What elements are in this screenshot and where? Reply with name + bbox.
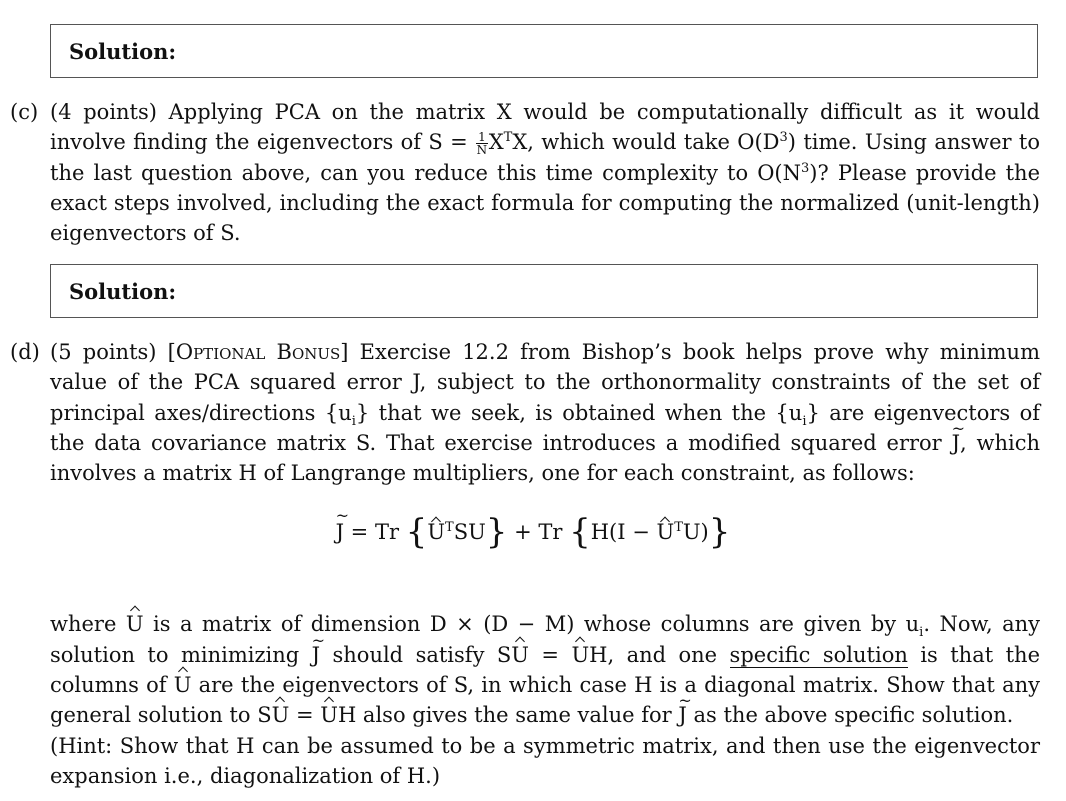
text-span: ) time. Using answer to the last question above, can you reduce this time complexity to O(N xyxy=(50,130,1041,185)
text-span: )? Please provide the exact steps involved, including the exact formula for computing the normalized (unit-length) eigenvectors of S. xyxy=(50,160,1040,246)
eq-text: = Tr xyxy=(344,520,406,544)
fraction xyxy=(476,131,488,156)
u-hat: U xyxy=(174,670,192,700)
text-span: should satisfy S xyxy=(320,642,512,667)
question-text xyxy=(50,97,1040,248)
j-tilde: ~ J xyxy=(952,428,960,458)
question-label: (c) xyxy=(10,100,39,124)
text-span: X xyxy=(488,130,504,155)
text-span: } are eigenvectors of the data covariance matrix S. That exercise introduces a modified squared error xyxy=(50,400,1040,455)
optional-bonus: Optional Bonus xyxy=(175,340,341,364)
superscript: T xyxy=(503,130,513,146)
text-span: is that the columns of xyxy=(50,642,1040,698)
subscript: i xyxy=(919,625,924,641)
hint-text: (Hint: Show that H can be assumed to be a symmetric matrix, and then use the eigenvector expansion i.e., diagonalization of H.) xyxy=(50,733,1040,788)
text-span: . Now, any solution to minimizing xyxy=(50,612,1040,667)
u-hat: U xyxy=(656,520,675,544)
text-span: = xyxy=(528,642,572,667)
left-brace: { xyxy=(405,512,428,552)
frac-num: 1 xyxy=(478,130,486,145)
text-span: , which involves a matrix H of Langrange multipliers, one for each constraint, as follows: xyxy=(50,430,1040,486)
equation xyxy=(0,512,1066,552)
text-span: is a matrix of dimension D × (D − M) whose columns are given by u xyxy=(143,612,920,637)
subscript: i xyxy=(351,413,356,429)
superscript: 3 xyxy=(779,130,788,146)
frac-den: N xyxy=(476,143,488,158)
superscript: 3 xyxy=(801,160,810,176)
solution-label: Solution: xyxy=(69,278,177,304)
u-hat: U xyxy=(320,700,338,730)
text-span: H, and one xyxy=(589,642,730,667)
text-span: are the eigenvectors of S, in which case H is a diagonal matrix. Show that any general solution to S xyxy=(50,673,1040,728)
u-hat: U xyxy=(272,700,290,730)
u-hat: U xyxy=(511,640,529,670)
j-tilde: ~ J xyxy=(312,640,320,670)
u-hat: U xyxy=(427,520,446,544)
u-hat: U xyxy=(571,640,589,670)
right-brace: } xyxy=(708,512,731,552)
text-span: where xyxy=(50,612,126,637)
question-text xyxy=(50,337,1040,791)
text-span: } that we seek, is obtained when the {u xyxy=(355,400,803,425)
subscript: i xyxy=(802,413,807,429)
text-span: H also gives the same value for xyxy=(337,703,679,728)
j-tilde: ~ J xyxy=(678,700,686,730)
superscript: T xyxy=(674,520,683,535)
question-label: (d) xyxy=(10,340,40,364)
solution-label: Solution: xyxy=(69,38,177,64)
eq-text: H(I − xyxy=(590,520,657,544)
question-c xyxy=(10,97,1040,248)
left-brace: { xyxy=(569,512,591,552)
specific-solution: specific solution xyxy=(729,642,908,667)
question-d xyxy=(10,337,1040,791)
eq-text: + Tr xyxy=(507,520,570,544)
eq-text: SU xyxy=(453,520,486,544)
text-span: = xyxy=(289,703,321,728)
eq-text: U) xyxy=(682,520,709,544)
text-span: X, which would take O(D xyxy=(512,130,780,155)
j-tilde: ~ J xyxy=(336,520,344,544)
text-span: (5 points) [ xyxy=(50,340,176,364)
superscript: T xyxy=(445,520,454,535)
text-span: (4 points) Applying PCA on the matrix X would be computationally difficult as it would involve finding the eigenvectors of S = xyxy=(50,100,1040,155)
text-span: ] Exercise 12.2 from Bishop’s book helps prove why minimum value of the PCA squared error J, subject to the orthonormality constraints of the set of principal axes/directions {u xyxy=(50,340,1040,425)
text-span: as the above specific solution. xyxy=(686,703,1014,728)
solution-box-2 xyxy=(50,264,1038,318)
right-brace: } xyxy=(485,512,508,552)
solution-box-1 xyxy=(50,24,1038,78)
u-hat: U xyxy=(126,609,144,639)
